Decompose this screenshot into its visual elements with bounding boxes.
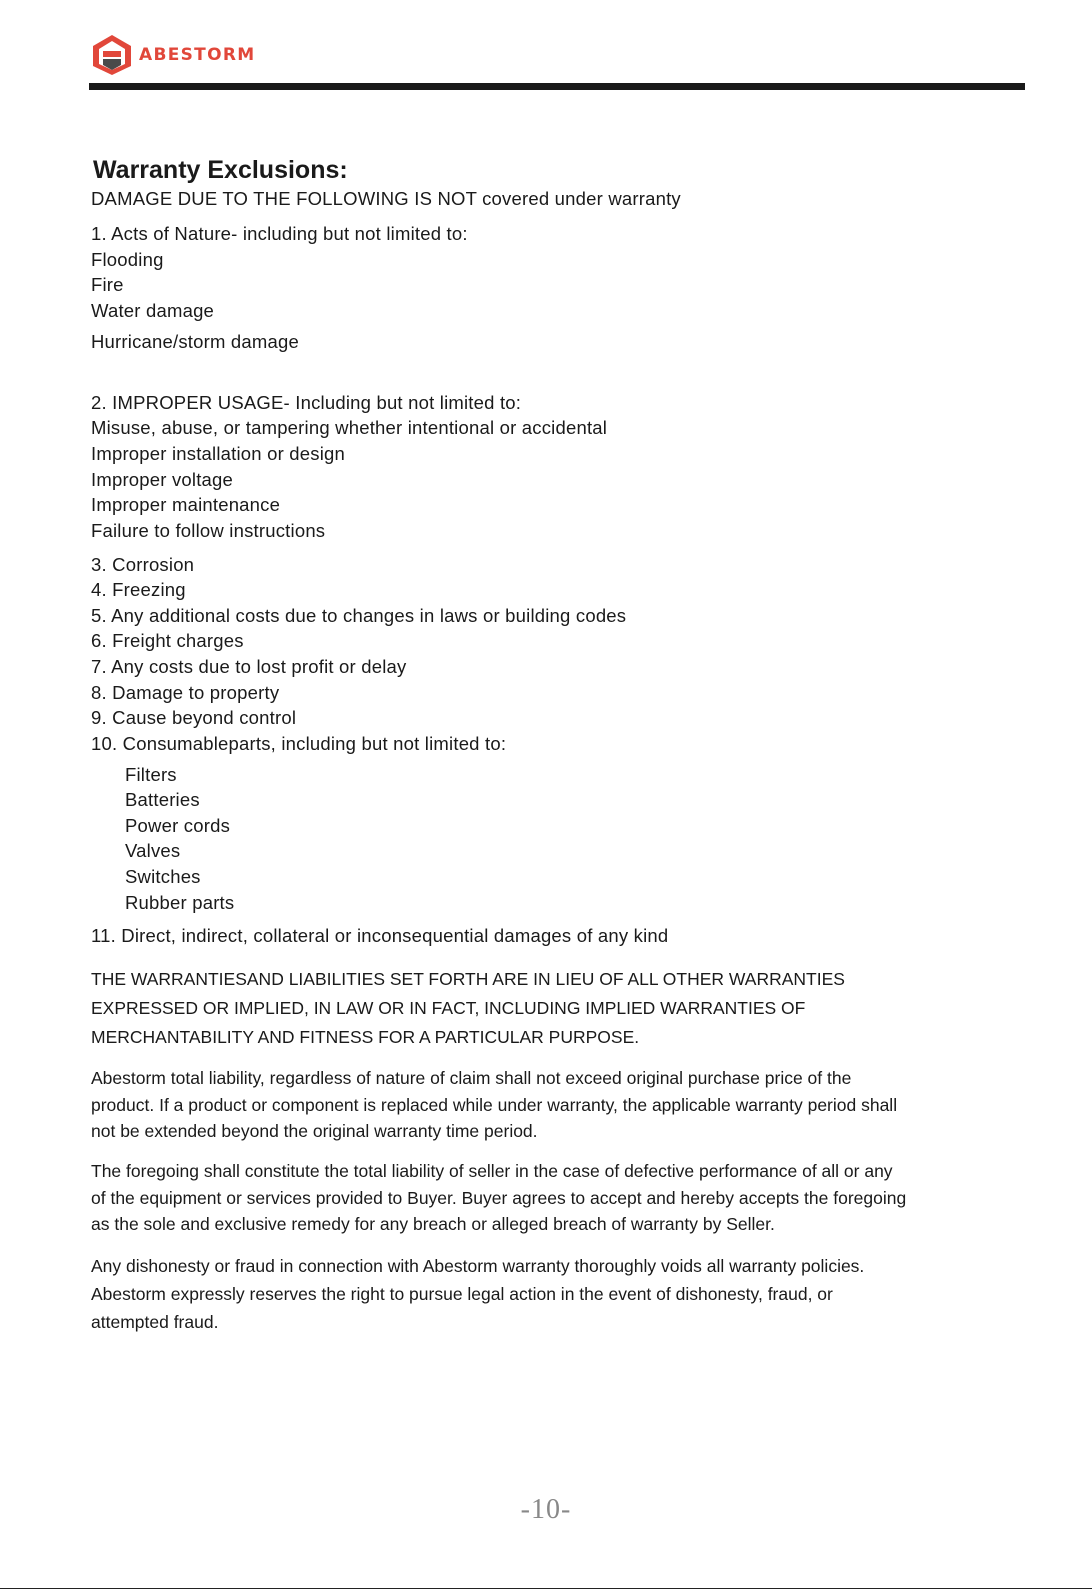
exclusion-item: 4. Freezing bbox=[91, 579, 186, 600]
paragraph-line: as the sole and exclusive remedy for any breach or alleged breach of warranty by Seller. bbox=[91, 1214, 775, 1234]
section2-item: Improper voltage bbox=[91, 469, 234, 490]
page-title: Warranty Exclusions: bbox=[93, 156, 348, 184]
section1-item: Flooding bbox=[91, 249, 164, 270]
header-divider bbox=[89, 83, 1025, 90]
consumable-item: Switches bbox=[125, 866, 201, 887]
brand-name: ABESTORM bbox=[139, 45, 256, 65]
exclusion-item: 3. Corrosion bbox=[91, 554, 195, 575]
section2-item: Misuse, abuse, or tampering whether intentional or accidental bbox=[91, 417, 608, 438]
consumable-item: Batteries bbox=[125, 789, 200, 810]
page-number: -10- bbox=[520, 1494, 572, 1525]
exclusion-item: 5. Any additional costs due to changes in laws or building codes bbox=[91, 605, 627, 626]
paragraph-line: Abestorm expressly reserves the right to pursue legal action in the event of dishonesty, fraud, or bbox=[91, 1284, 833, 1304]
remedy-paragraph bbox=[91, 1158, 1001, 1238]
section2-item: Improper installation or design bbox=[91, 443, 346, 464]
exclusion-item: 9. Cause beyond control bbox=[91, 707, 297, 728]
exclusion-item: 8. Damage to property bbox=[91, 682, 280, 703]
liability-paragraph bbox=[91, 1065, 1001, 1145]
fraud-paragraph bbox=[91, 1252, 1001, 1336]
abestorm-logo-icon bbox=[91, 34, 133, 76]
section1-heading: 1. Acts of Nature- including but not limited to: bbox=[91, 223, 468, 244]
paragraph-line: attempted fraud. bbox=[91, 1312, 219, 1332]
section2-heading: 2. IMPROPER USAGE- Including but not limited to: bbox=[91, 392, 522, 413]
exclusion-item: 10. Consumableparts, including but not limited to: bbox=[91, 733, 507, 754]
exclusion-item: 11. Direct, indirect, collateral or inconsequential damages of any kind bbox=[91, 925, 669, 946]
paragraph-line: THE WARRANTIESAND LIABILITIES SET FORTH ARE IN LIEU OF ALL OTHER WARRANTIES bbox=[91, 969, 845, 989]
paragraph-line: EXPRESSED OR IMPLIED, IN LAW OR IN FACT, INCLUDING IMPLIED WARRANTIES OF bbox=[91, 998, 806, 1018]
consumable-item: Rubber parts bbox=[125, 892, 235, 913]
paragraph-line: MERCHANTABILITY AND FITNESS FOR A PARTICULAR PURPOSE. bbox=[91, 1027, 640, 1047]
consumable-item: Filters bbox=[125, 764, 177, 785]
exclusion-item: 7. Any costs due to lost profit or delay bbox=[91, 656, 407, 677]
section2-item: Failure to follow instructions bbox=[91, 520, 326, 541]
paragraph-line: not be extended beyond the original warranty time period. bbox=[91, 1121, 538, 1141]
consumable-item: Power cords bbox=[125, 815, 231, 836]
paragraph-line: Any dishonesty or fraud in connection with Abestorm warranty thoroughly voids all warranty policies. bbox=[91, 1256, 865, 1276]
section2-item: Improper maintenance bbox=[91, 494, 281, 515]
section1-item: Hurricane/storm damage bbox=[91, 331, 299, 352]
intro-text: DAMAGE DUE TO THE FOLLOWING IS NOT covered under warranty bbox=[91, 188, 681, 209]
paragraph-line: The foregoing shall constitute the total liability of seller in the case of defective performance of all or any bbox=[91, 1161, 893, 1181]
paragraph-line: of the equipment or services provided to Buyer. Buyer agrees to accept and hereby accepts the foregoing bbox=[91, 1187, 907, 1208]
paragraph-line: Abestorm total liability, regardless of nature of claim shall not exceed original purchase price of the bbox=[91, 1068, 852, 1088]
exclusion-item: 6. Freight charges bbox=[91, 630, 244, 651]
page-header bbox=[91, 34, 255, 76]
section1-item: Fire bbox=[91, 274, 124, 295]
paragraph-line: product. If a product or component is replaced while under warranty, the applicable warranty period shall bbox=[91, 1094, 898, 1115]
bottom-divider bbox=[0, 1588, 1092, 1589]
warranty-disclaimer-paragraph bbox=[91, 965, 1001, 1052]
consumable-item: Valves bbox=[125, 840, 181, 861]
section1-item: Water damage bbox=[91, 300, 215, 321]
